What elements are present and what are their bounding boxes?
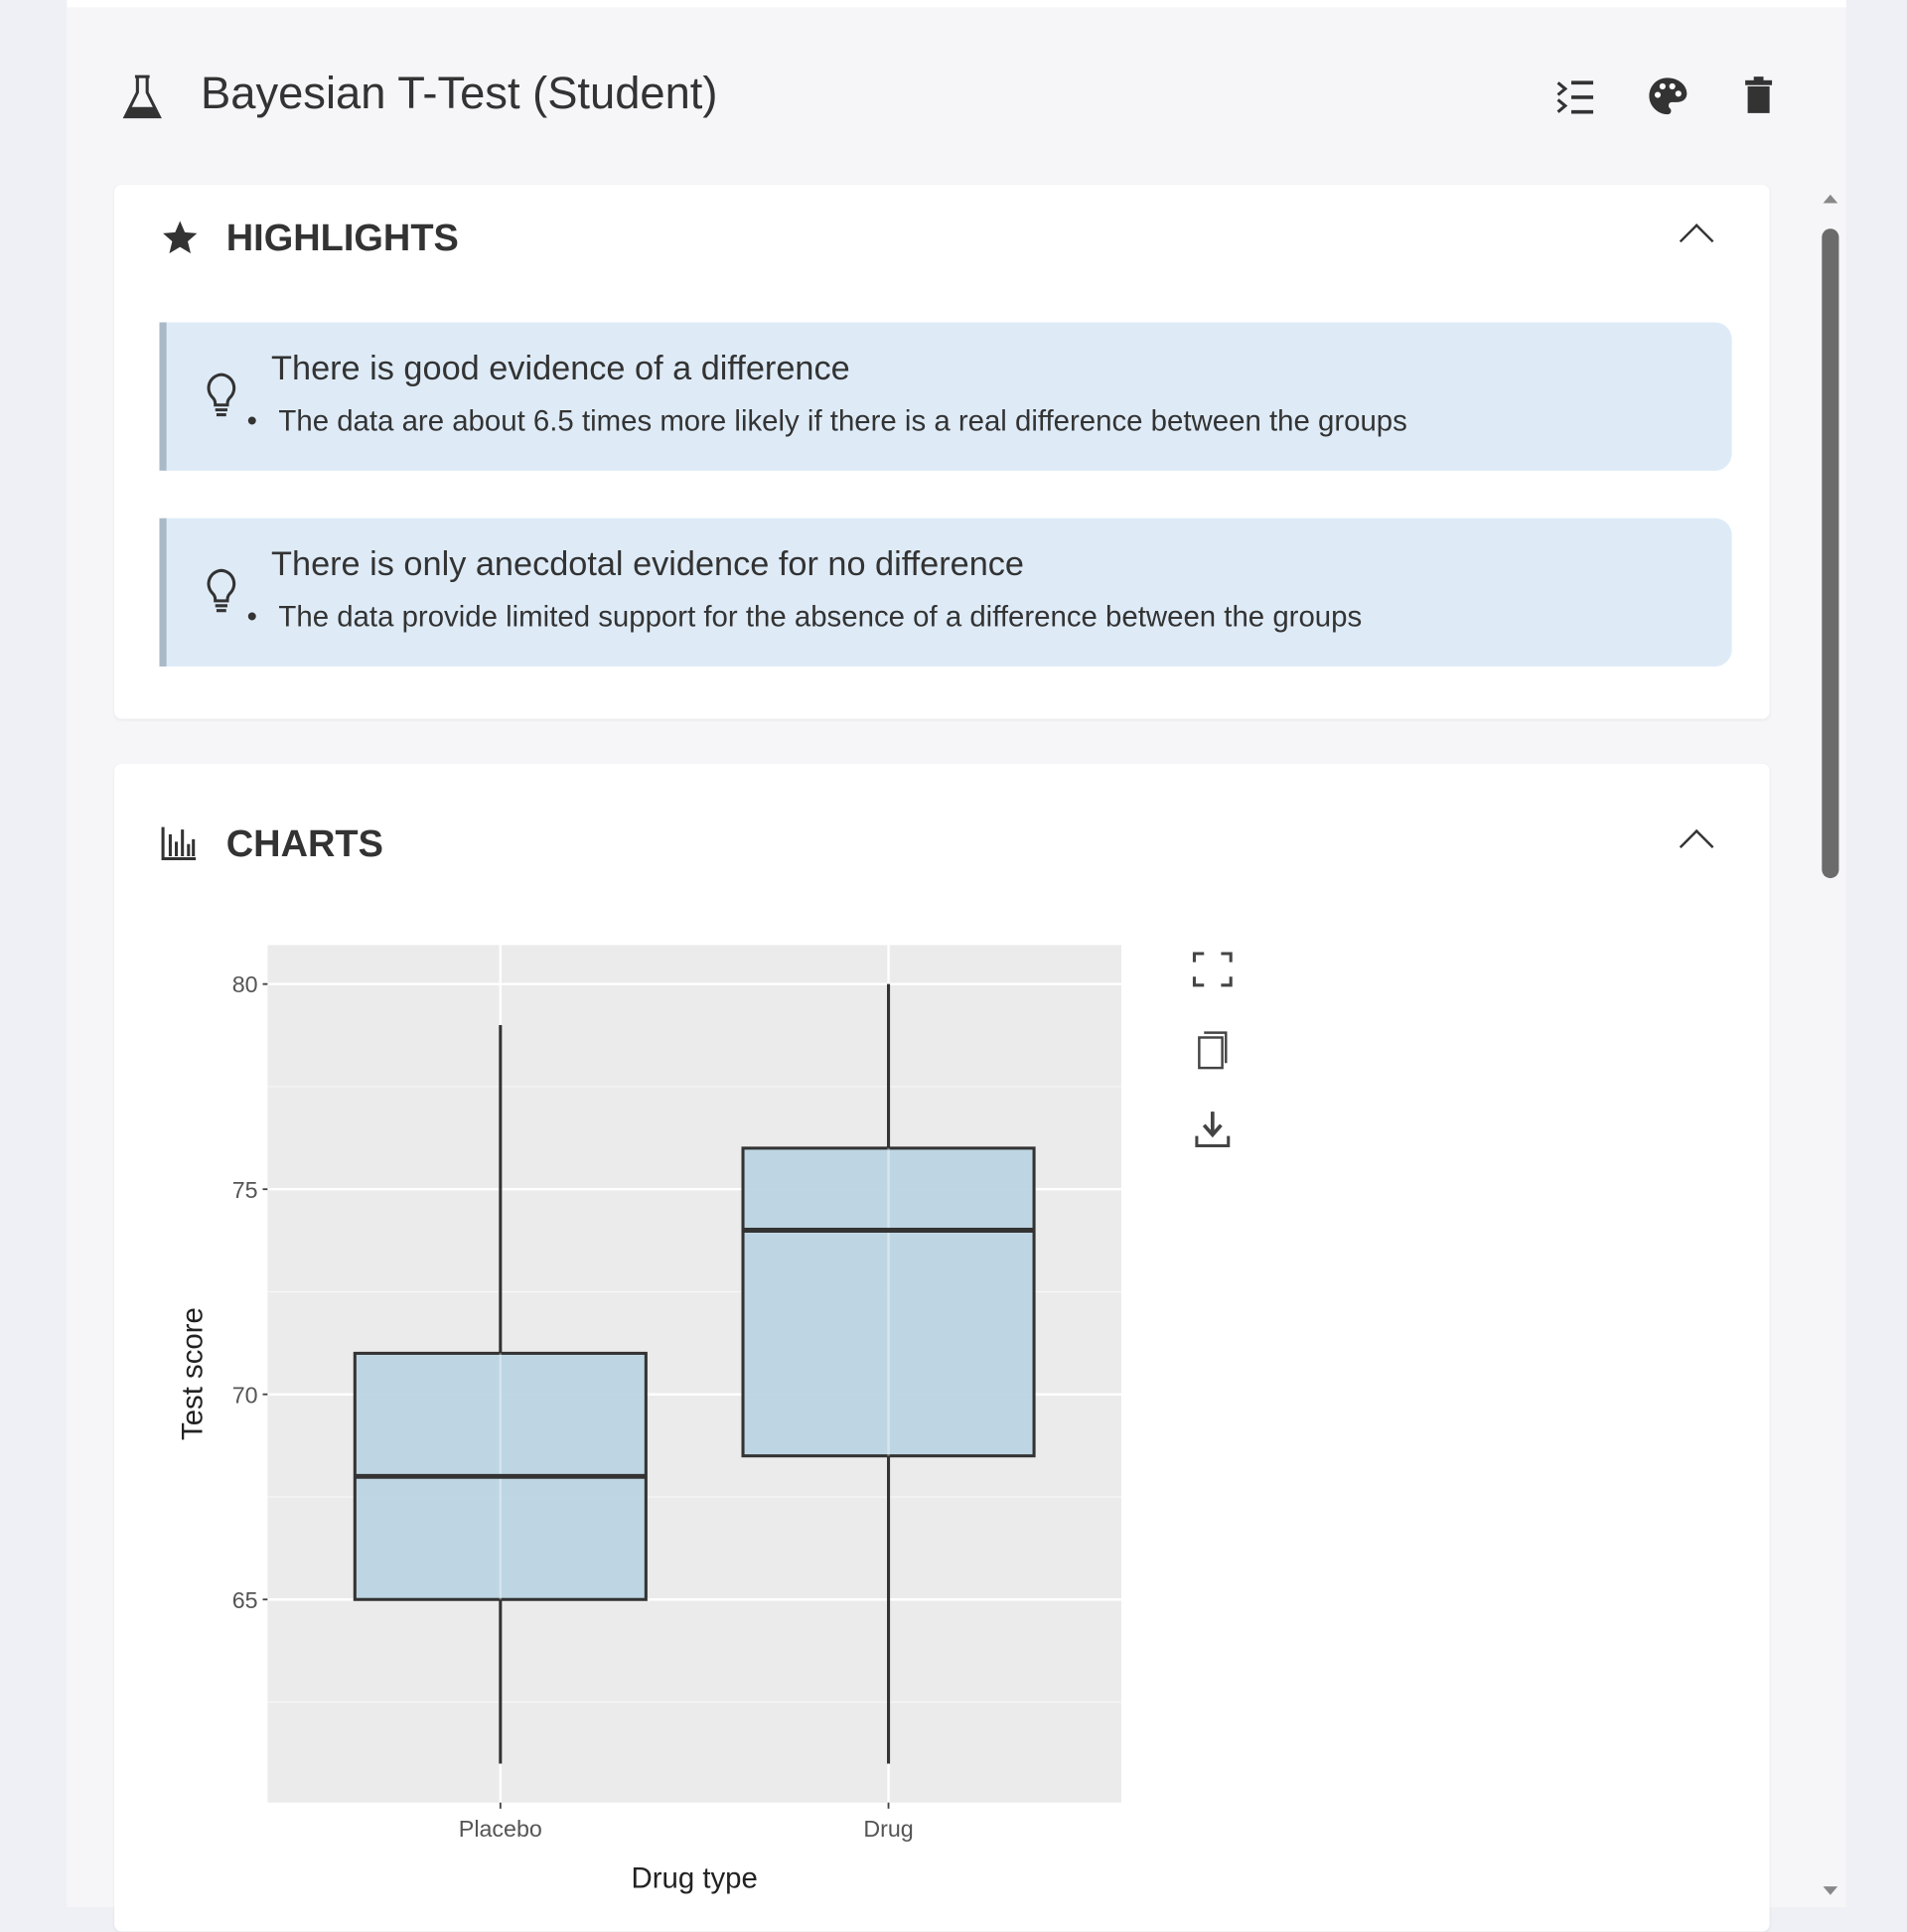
highlight-item — [159, 322, 1731, 470]
y-tick-label: 75 — [231, 1176, 258, 1203]
outline-list-icon[interactable] — [1554, 77, 1596, 116]
star-icon — [161, 218, 200, 256]
highlight-title: There is only anecdotal evidence for no difference — [271, 544, 1025, 583]
y-tick-label: 80 — [231, 971, 258, 998]
top-strip — [67, 0, 1845, 7]
collapse-highlights-button[interactable] — [1680, 223, 1714, 258]
bar-chart-icon — [161, 824, 198, 861]
highlight-item — [159, 519, 1731, 667]
highlights-title: HIGHLIGHTS — [225, 216, 459, 259]
page-title: Bayesian T-Test (Student) — [201, 68, 718, 118]
lightbulb-icon — [203, 567, 239, 616]
collapse-charts-button[interactable] — [1680, 829, 1714, 864]
x-tick-label: Drug — [863, 1815, 914, 1842]
download-icon[interactable] — [1192, 1110, 1234, 1151]
y-axis-label: Test score — [176, 1307, 210, 1440]
boxplot-chart — [114, 925, 1185, 1907]
x-tick-label: Placebo — [458, 1815, 542, 1842]
y-tick-label: 70 — [231, 1382, 258, 1409]
y-tick-label: 65 — [231, 1586, 258, 1613]
scroll-down-arrow-icon[interactable] — [1822, 1885, 1838, 1897]
scrollbar[interactable] — [1821, 189, 1840, 1907]
palette-icon[interactable] — [1647, 75, 1688, 117]
trash-icon[interactable] — [1744, 75, 1773, 114]
x-axis-label: Drug type — [631, 1861, 758, 1895]
fullscreen-icon[interactable] — [1192, 952, 1234, 988]
scrollbar-thumb[interactable] — [1822, 228, 1838, 878]
highlight-bullet: • The data provide limited support for the absence of a difference between the groups — [278, 601, 1362, 635]
scroll-up-arrow-icon[interactable] — [1822, 192, 1838, 204]
copy-icon[interactable] — [1192, 1029, 1234, 1071]
charts-title: CHARTS — [225, 821, 383, 865]
lightbulb-icon — [203, 371, 239, 419]
flask-icon — [121, 73, 163, 121]
highlight-bullet: • The data are about 6.5 times more likely if there is a real difference between the groups — [278, 405, 1406, 439]
highlights-card — [114, 185, 1770, 719]
highlight-title: There is good evidence of a difference — [271, 349, 850, 387]
